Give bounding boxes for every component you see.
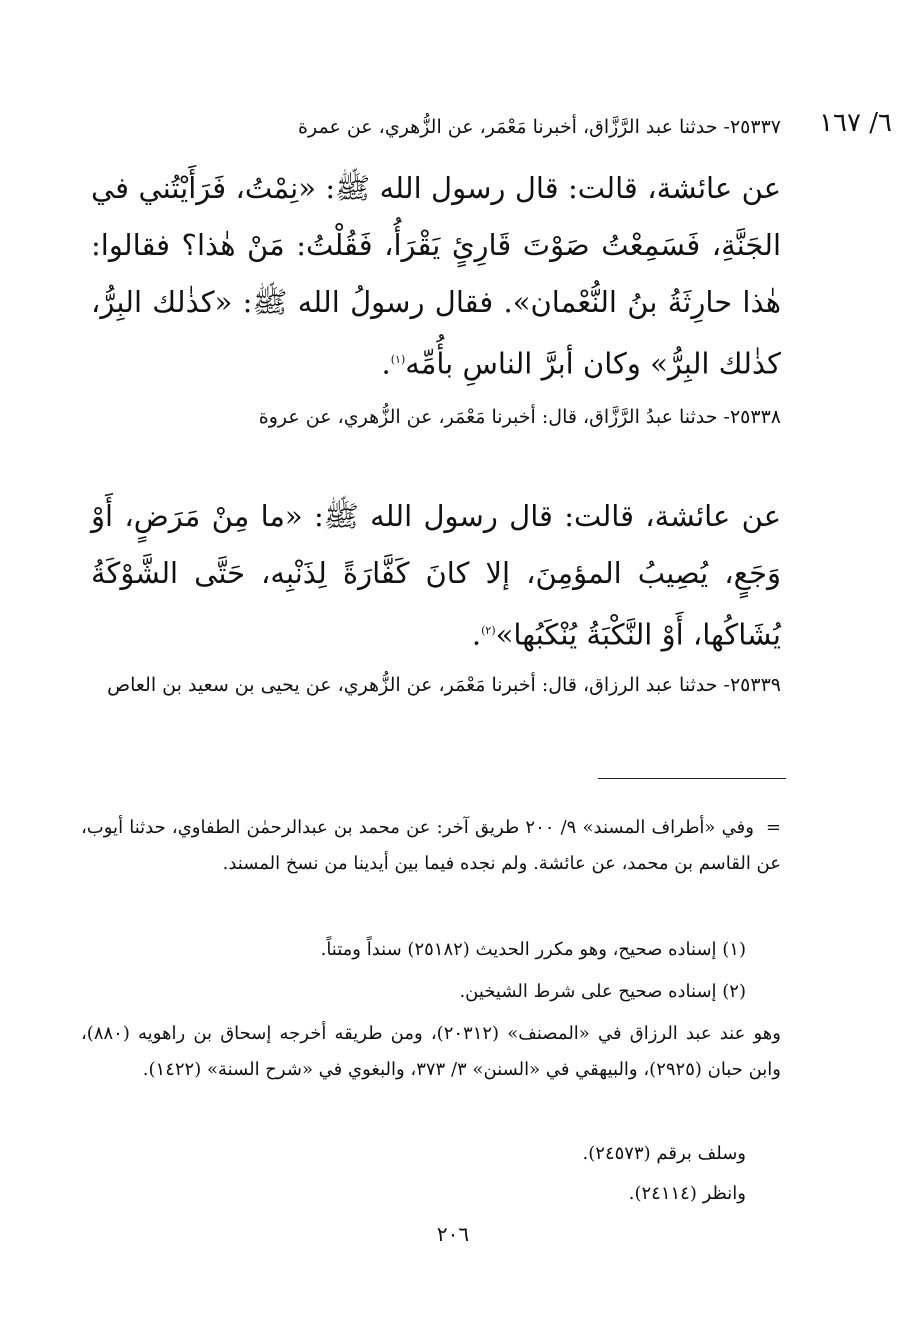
footnote-ref: (٢)	[481, 624, 496, 637]
continuation-mark: =	[765, 817, 781, 838]
footnote-2: (٢) إسناده صحيح على شرط الشيخين.	[459, 981, 746, 1002]
footnote-ref: (١)	[390, 353, 406, 366]
footnote-1: (١) إسناده صحيح، وهو مكرر الحديث (٢٥١٨٢) سنداً ومتناً.	[320, 939, 746, 960]
footnote-2-detail: وهو عند عبد الرزاق في «المصنف» (٢٠٣١٢)، ومن طريقه أخرجه إسحاق بن راهويه (٨٨٠)، وابن حبان (٢٩٢٥)، والبيهقي في «السنن» ٣/ ٣٧٣، والبغوي في «شرح السنة» (١٤٢٢).	[81, 1023, 781, 1080]
page-number: ٢٠٦	[436, 1222, 470, 1246]
hadith-text: عن عائشة، قالت: قال رسول الله ﷺ: «ما مِنْ مَرَضٍ، أَوْ وَجَعٍ، يُصِيبُ المؤمِنَ، إلا كانَ كَفَّارَةً لِذَنْبِه، حَتَّى الشَّوْكَةُ يُشَاكُها، أَوْ النَّكْبَةُ يُنْكَبُها»	[91, 499, 781, 652]
hadith-text: عن عائشة، قالت: قال رسول الله ﷺ: «نِمْتُ، فَرَأَيْتُني في الجَنَّةِ، فَسَمِعْتُ صَوْتَ قَارِئٍ يَقْرَأُ، فَقُلْتُ: مَنْ هٰذا؟ فقالوا: هٰذا حارِثَةُ بنُ النُّعْمان». فقال رسولُ الله ﷺ: «كذٰلك البِرُّ، كذٰلك البِرُّ» وكان أبرَّ الناسِ بأُمِّه	[91, 171, 781, 381]
hadith-matn: عن عائشة، قالت: قال رسول الله ﷺ: «نِمْتُ، فَرَأَيْتُني في الجَنَّةِ، فَسَمِعْتُ صَوْتَ قَارِئٍ يَقْرَأُ، فَقُلْتُ: مَنْ هٰذا؟ فقالوا: هٰذا حارِثَةُ بنُ النُّعْمان». فقال رسولُ الله ﷺ: «كذٰلك البِرُّ، كذٰلك البِرُّ» وكان أبرَّ الناسِ بأُمِّه$^{(١)}$.	[91, 171, 781, 381]
footnote-divider	[598, 778, 786, 779]
volume-page-reference: ٦/ ١٦٧	[819, 108, 892, 138]
hadith-isnad: ٢٥٣٣٨- حدثنا عبدُ الرَّزَّاق، قال: أخبرنا مَعْمَر، عن الزُّهري، عن عروة	[258, 406, 781, 428]
footnote-text: وفي «أطراف المسند» ٩/ ٢٠٠ طريق آخر: عن محمد بن عبدالرحمٰن الطفاوي، حدثنا أيوب، عن القاسم بن محمد، عن عائشة. ولم نجده فيما بين أيدينا من نسخ المسند.	[81, 817, 781, 874]
footnote-see-also: وانظر (٢٤١١٤).	[628, 1183, 746, 1204]
footnote-see-also: وسلف برقم (٢٤٥٧٣).	[582, 1143, 746, 1164]
hadith-matn: عن عائشة، قالت: قال رسول الله ﷺ: «ما مِنْ مَرَضٍ، أَوْ وَجَعٍ، يُصِيبُ المؤمِنَ، إلا كانَ كَفَّارَةً لِذَنْبِه، حَتَّى الشَّوْكَةُ يُشَاكُها، أَوْ النَّكْبَةُ يُنْكَبُها»$^{(٢)}$.	[91, 499, 781, 652]
hadith-isnad: ٢٥٣٣٩- حدثنا عبد الرزاق، قال: أخبرنا مَعْمَر، عن الزُّهري، عن يحيى بن سعيد بن العاص	[107, 674, 781, 696]
footnote-continuation	[81, 810, 781, 882]
hadith-isnad: ٢٥٣٣٧- حدثنا عبد الرَّزَّاق، أخبرنا مَعْمَر، عن الزُّهري، عن عمرة	[298, 116, 781, 138]
